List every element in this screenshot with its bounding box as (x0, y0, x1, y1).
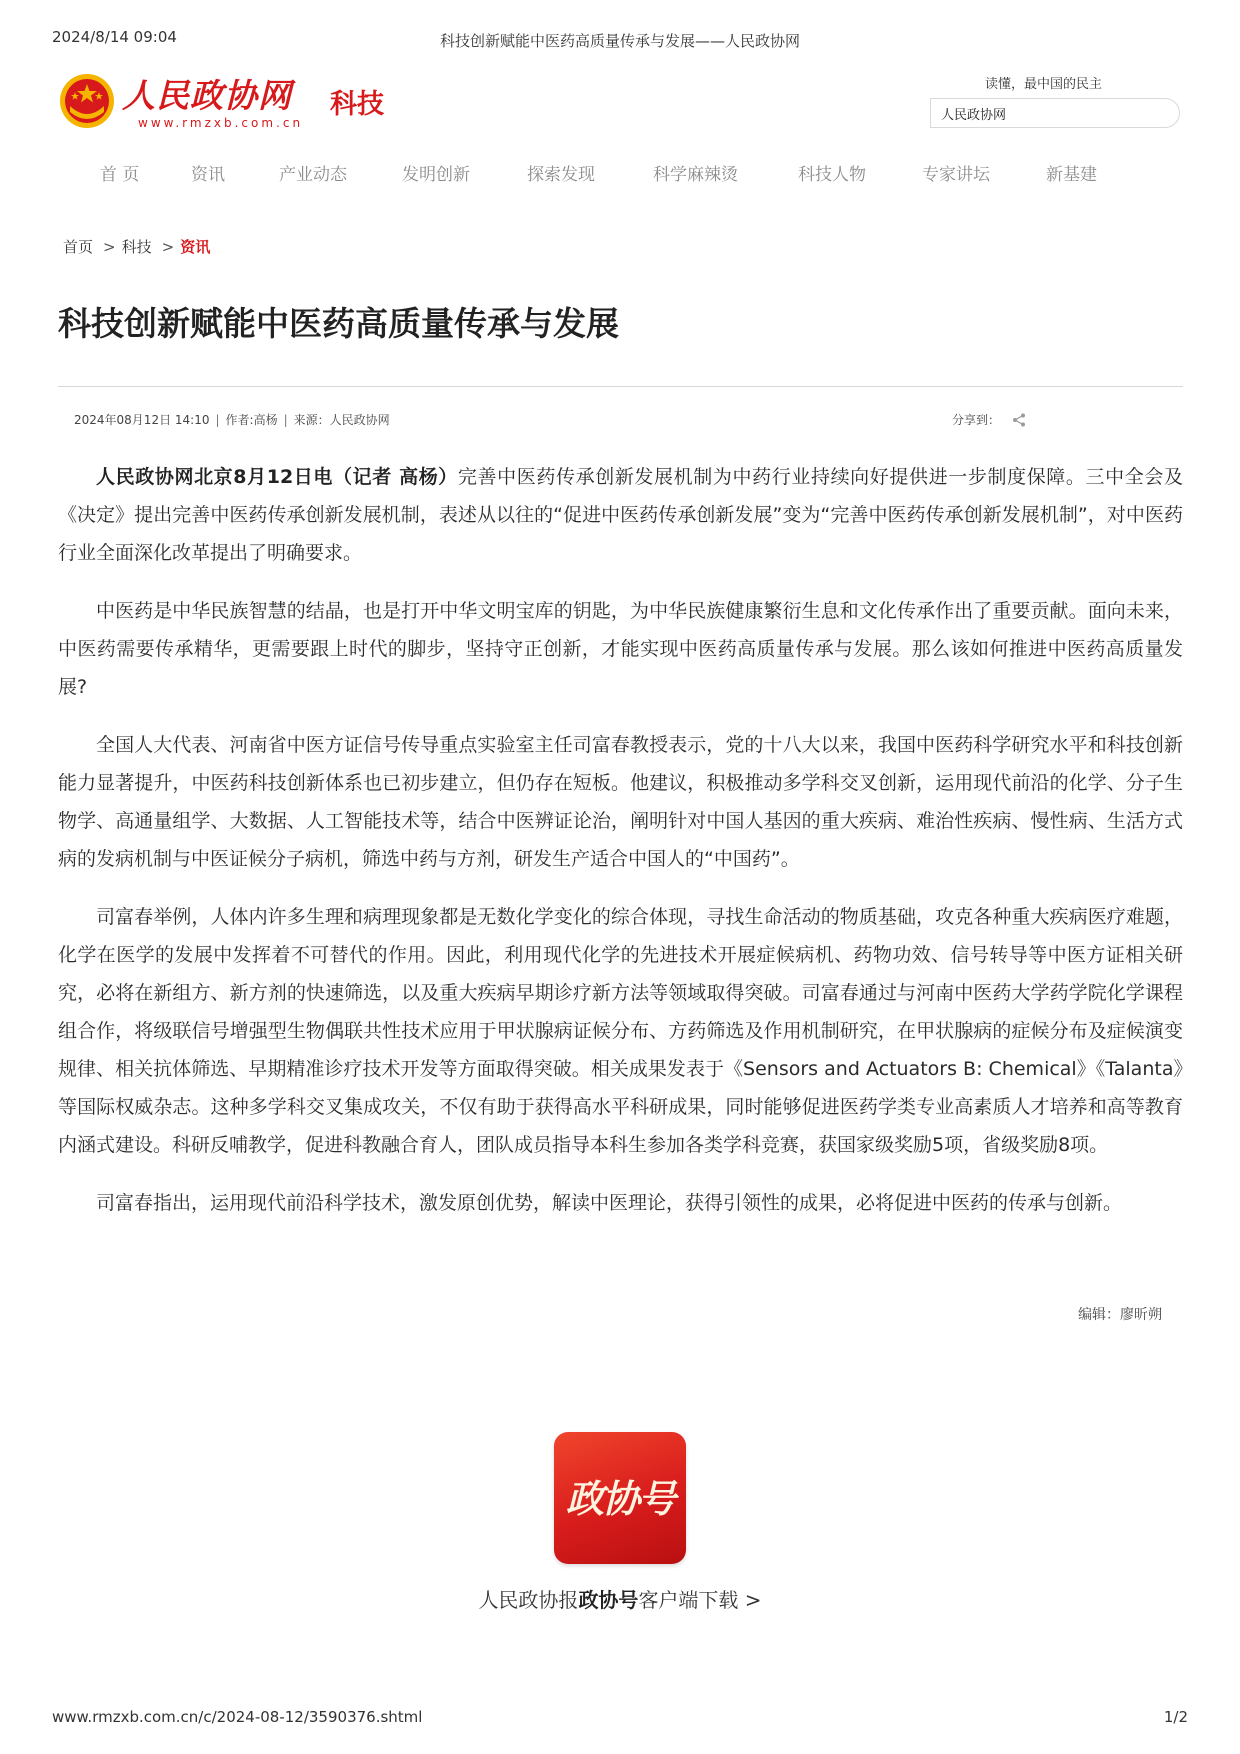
breadcrumb-home[interactable]: 首页 (63, 238, 94, 256)
logo-wordmark: 人民政协网 (122, 76, 292, 115)
nav-item-industry[interactable]: 产业动态 (279, 165, 347, 185)
cppcc-emblem-icon (58, 72, 116, 130)
article-paragraph: 司富春指出，运用现代前沿科学技术，激发原创优势，解读中医理论，获得引领性的成果，必将促进中医药的传承与创新。 (96, 1192, 1123, 1214)
share-area[interactable] (952, 411, 1026, 428)
print-datetime: 2024/8/14 09:04 (52, 28, 177, 46)
zhengxiehao-app-icon[interactable] (554, 1432, 686, 1564)
article-editor: 编辑：廖昕朔 (1078, 1307, 1162, 1323)
nav-item-invention[interactable]: 发明创新 (402, 165, 470, 185)
article-body (58, 458, 1183, 1242)
print-page-number: 1/2 (1163, 1708, 1188, 1726)
breadcrumb-separator: > (103, 238, 116, 256)
article-paragraph: 司富春举例，人体内许多生理和病理现象都是无数化学变化的综合体现，寻找生命活动的物质基础，攻克各种重大疾病医疗难题，化学在医学的发展中发挥着不可替代的作用。因此，利用现代化学的先进技术开展症候病机、药物功效、信号转导等中医方证相关研究，必将在新组方、新方剂的快速筛选，以及重大疾病早期诊疗新方法等领域取得突破。司富春通过与河南中医药大学药学院化学课程组合作，将级联信号增强型生物偶联共性技术应用于甲状腺病证候分布、方药筛选及作用机制研究，在甲状腺病的症候分布及症候演变规律、相关抗体筛选、早期精准诊疗技术开发等方面取得突破。相关成果发表于《Sensors and Actuators B: Chemical》《Talanta》等国际权威杂志。这种多学科交叉集成攻关，不仅有助于获得高水平科研成果，同时能够促进医药学类专业高素质人才培养和高等教育内涵式建设。科研反哺教学，促进科教融合育人，团队成员指导本科生参加各类学科竞赛，获国家级奖励5项，省级奖励8项。 (58, 906, 1183, 1156)
nav-item-home[interactable]: 首 页 (100, 165, 140, 185)
app-cta-suffix: 客户端下载 > (638, 1588, 762, 1612)
nav-item-new-infrastructure[interactable]: 新基建 (1046, 165, 1097, 185)
paragraph-text: 完善中医药传承创新发展机制为中药行业持续向好提供进一步制度保障。三中全会及《决定》提出完善中医药传承创新发展机制，表述从以往的“促进中医药传承创新发展”变为“完善中医药传承创新发展机制”，对中医药行业全面深化改革提出了明确要求。 (58, 466, 1183, 564)
app-icon-text: 政协号 (565, 1476, 674, 1521)
nav-item-people[interactable]: 科技人物 (798, 165, 866, 185)
title-divider (58, 386, 1183, 387)
share-icon[interactable] (1012, 413, 1026, 427)
share-label: 分享到： (952, 413, 1001, 427)
nav-item-expert-forum[interactable]: 专家讲坛 (922, 165, 990, 185)
search-box[interactable] (930, 98, 1180, 128)
channel-name[interactable]: 科技 (330, 89, 384, 120)
article-source: 来源：人民政协网 (293, 413, 390, 427)
breadcrumb-section[interactable]: 科技 (121, 238, 152, 256)
article-paragraph (58, 458, 1183, 572)
print-page-title: 科技创新赋能中医药高质量传承与发展——人民政协网 (439, 32, 800, 50)
breadcrumb-current[interactable]: 资讯 (180, 238, 211, 256)
nav-item-discovery[interactable]: 探索发现 (527, 165, 595, 185)
article-lead: 人民政协网北京8月12日电（记者 高杨） (96, 466, 458, 488)
site-slogan: 读懂，最中国的民主 (985, 77, 1103, 92)
print-url: www.rmzxb.com.cn/c/2024-08-12/3590376.shtml (52, 1708, 423, 1726)
breadcrumb-separator: > (161, 238, 175, 256)
search-input[interactable] (931, 99, 1179, 127)
article-paragraph: 中医药是中华民族智慧的结晶，也是打开中华文明宝库的钥匙，为中华民族健康繁衍生息和文化传承作出了重要贡献。面向未来，中医药需要传承精华，更需要跟上时代的脚步，坚持守正创新，才能实现中医药高质量传承与发展。那么该如何推进中医药高质量发展? (58, 600, 1183, 698)
article-title: 科技创新赋能中医药高质量传承与发展 (58, 304, 619, 343)
article-author: 作者:高杨 (225, 413, 278, 427)
publish-datetime: 2024年08月12日 14:10 (74, 413, 210, 427)
breadcrumb (63, 236, 214, 257)
nav-item-news[interactable]: 资讯 (191, 165, 225, 185)
article-meta: 2024年08月12日 14:10 | 作者:高杨 | 来源：人民政协网 (74, 413, 390, 427)
site-logo[interactable] (58, 68, 358, 138)
article-paragraph: 全国人大代表、河南省中医方证信号传导重点实验室主任司富春教授表示，党的十八大以来，我国中医药科学研究水平和科技创新能力显著提升，中医药科技创新体系也已初步建立，但仍存在短板。他建议，积极推动多学科交叉创新，运用现代前沿的化学、分子生物学、高通量组学、大数据、人工智能技术等，结合中医辨证论治，阐明针对中国人基因的重大疾病、难治性疾病、慢性病、生活方式病的发病机制与中医证候分子病机，筛选中药与方剂，研发生产适合中国人的“中国药”。 (58, 734, 1183, 870)
app-download-link[interactable] (0, 1584, 1240, 1613)
nav-item-science-spicy[interactable]: 科学麻辣烫 (653, 165, 738, 185)
app-cta-bold: 政协号 (578, 1588, 639, 1612)
app-cta-prefix: 人民政协报 (478, 1588, 579, 1612)
logo-url: www.rmzxb.com.cn (138, 116, 304, 130)
